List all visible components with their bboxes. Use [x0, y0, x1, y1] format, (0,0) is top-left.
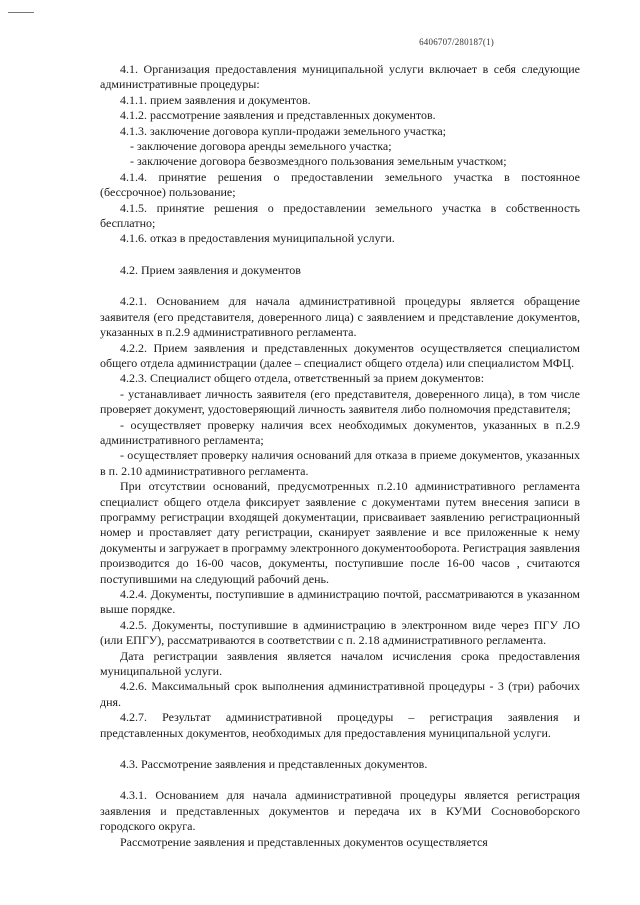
paragraph: 4.1.3. заключение договора купли-продажи земельного участка; — [120, 123, 447, 138]
document-body — [100, 62, 580, 850]
paragraph: 4.2.2. Прием заявления и представленных документов осуществляется специалистом общего отдела администрации (далее – специалист общего отдела) или специалистом МФЦ. — [100, 340, 580, 370]
document-id: 6406707/280187(1) — [419, 37, 494, 47]
paragraph: - заключение договора безвозмездного пользования земельным участком; — [130, 154, 507, 169]
paragraph: Дата регистрации заявления является началом исчисления срока предоставления муниципальной услуги. — [100, 648, 580, 679]
paragraph: 4.1.4. принятие решения о предоставлении земельного участка в постоянное (бессрочное) пользование; — [100, 169, 580, 200]
paragraph: 4.2.5. Документы, поступившие в администрацию в электронном виде через ПГУ ЛО (или ЕПГУ), рассматриваются в соответствии с п. 2.18 административного регламента. — [100, 617, 580, 648]
paragraph: 4.1.6. отказ в предоставления муниципальной услуги. — [120, 231, 395, 246]
paragraph: - осуществляет проверку наличия оснований для отказа в приеме документов, указанных в п. 2.10 административного регламента. — [100, 448, 580, 478]
paragraph-gap — [100, 741, 580, 757]
paragraph: Рассмотрение заявления и представленных документов осуществляется — [120, 834, 488, 849]
paragraph: При отсутствии оснований, предусмотренных п.2.10 административного регламента специалист общего отдела фиксирует заявление с документами путем внесения записи в программу регистрации входящей документации, присваивает заявлению регистрационный номер и проставляет дату регистрации, сканирует заявление и все приложенные к нему документы и загружает в программу электронного документооборота. Регистрация заявления производится до 16-00 часов, документы, поступившие после 16-00 часов , считаются поступившими на следующий рабочий день. — [100, 479, 580, 586]
paragraph: - заключение договора аренды земельного участка; — [130, 139, 392, 154]
paragraph: 4.2. Прием заявления и документов — [120, 262, 301, 277]
scan-corner-mark — [8, 12, 34, 13]
paragraph-gap — [100, 247, 580, 263]
paragraph: 4.1.1. прием заявления и документов. — [120, 92, 311, 107]
paragraph: 4.1. Организация предоставления муниципальной услуги включает в себя следующие административные процедуры: — [100, 62, 580, 92]
paragraph-gap — [100, 278, 580, 294]
paragraph: 4.1.2. рассмотрение заявления и представленных документов. — [120, 108, 436, 123]
paragraph: 4.1.5. принятие решения о предоставлении земельного участка в собственность бесплатно; — [100, 200, 580, 231]
paragraph-gap — [100, 772, 580, 788]
paragraph: 4.3.1. Основанием для начала административной процедуры является регистрация заявления и представленных документов и передача их в КУМИ Сосновоборского городского округа. — [100, 788, 580, 834]
paragraph: 4.2.6. Максимальный срок выполнения административной процедуры - 3 (три) рабочих дня. — [100, 679, 580, 709]
paragraph: 4.2.7. Результат административной процедуры – регистрация заявления и представленных документов, необходимых для предоставления муниципальной услуги. — [100, 710, 580, 740]
paragraph: 4.2.1. Основанием для начала административной процедуры является обращение заявителя (его представителя, доверенного лица) с заявлением и представление документов, указанных в п.2.9 административного регламента. — [100, 294, 580, 340]
paragraph: - устанавливает личность заявителя (его представителя, доверенного лица), в том числе проверяет документ, удостоверяющий личность заявителя либо полномочия представителя; — [100, 386, 580, 417]
paragraph: 4.2.4. Документы, поступившие в администрацию почтой, рассматриваются в указанном выше порядке. — [100, 587, 580, 617]
paragraph: - осуществляет проверку наличия всех необходимых документов, указанных в п.2.9 административного регламента; — [100, 417, 580, 447]
paragraph: 4.2.3. Специалист общего отдела, ответственный за прием документов: — [120, 371, 485, 386]
paragraph: 4.3. Рассмотрение заявления и представленных документов. — [120, 757, 428, 772]
